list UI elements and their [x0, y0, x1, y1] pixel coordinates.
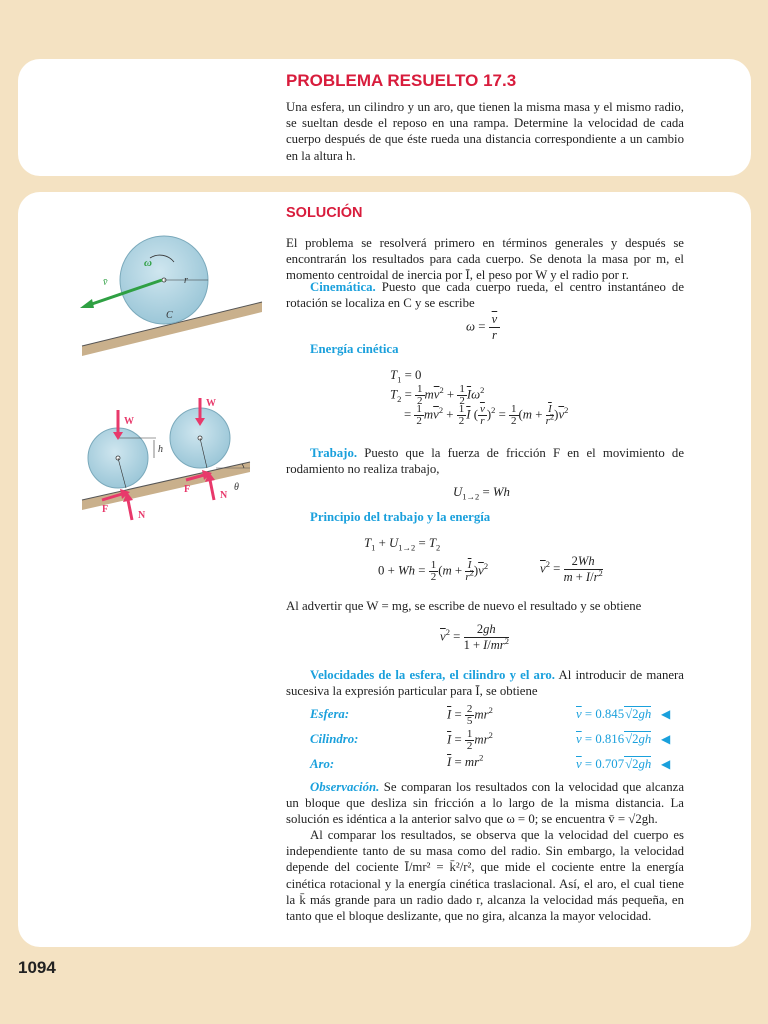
- r-label: r: [184, 275, 188, 286]
- result-marker-icon: ◀: [660, 732, 671, 746]
- omega-label: ω: [144, 257, 152, 269]
- kinematics-paragraph: [286, 279, 684, 311]
- forces-figure: [76, 388, 256, 528]
- velocity-arrowhead-icon: [80, 299, 94, 308]
- result-body: Esfera:: [310, 707, 350, 721]
- kinematics-label: Cinemática.: [310, 280, 376, 294]
- eq-work: $U_{1\to 2} = Wh$: [453, 485, 510, 502]
- normal-arrow-upper: [210, 480, 214, 500]
- result-inertia: $\overline{I}$ = $\frac{1}{2}$ $mr^2$: [447, 728, 493, 752]
- eq-vsq-final: $\overline{v}^2$ = $\frac{2gh}{1 + \overline{I}/mr^2}$: [440, 622, 509, 652]
- observation-text: Se comparan los resultados con la velocidad que alcanza un bloque que desliza sin fricción a lo largo de la misma distancia. La solución es idéntica a la anterior salvo que ω = 0; se encuentra v̄ = √2gh.: [286, 780, 684, 827]
- theta-label: θ: [234, 482, 239, 493]
- eq-omega: ω = $\frac{\overline{v}}{r}$: [466, 312, 500, 343]
- eq-t2-expanded: = $\frac{1}{2}$ $m\overline{v}^2$ + $\frac{1}{2}$ $\overline{I}$ ( $\frac{\overline{v}}{r}$ )$^2$ = $\frac{1}{2}$ (m + $\frac{\overline{I}}{r^2}$ )$\overline{v}^2$: [404, 403, 569, 427]
- kinematics-text: Puesto que cada cuerpo rueda, el centro instantáneo de rotación se localiza en C y se escribe: [286, 280, 685, 311]
- solution-title: SOLUCIÓN: [286, 205, 363, 221]
- eq-vsq: $\overline{v}^2$ = $\frac{2Wh}{m + \overline{I}/r^2}$: [540, 554, 603, 584]
- w-label-lower: W: [124, 416, 134, 427]
- page-number: 1094: [18, 958, 56, 977]
- work-label: Trabajo.: [310, 446, 358, 460]
- velocities-label: Velocidades de la esfera, el cilindro y el aro.: [310, 668, 555, 682]
- work-text: Puesto que la fuerza de fricción F en el movimiento de rodamiento no realiza trabajo,: [286, 446, 684, 477]
- eq-principle-sub: 0 + Wh = $\frac{1}{2}$ (m + $\frac{\overline{I}}{r^2}$ )$\overline{v}^2$: [378, 559, 489, 583]
- solution-intro: El problema se resolverá primero en términos generales y después se encontrarán los resultados para cada cuerpo. Se denota la masa por m, el momento centroidal de inercia por Ī, el peso por W y el radio por r.: [286, 236, 684, 283]
- result-inertia: $\overline{I}$ = $\frac{2}{5}$ $mr^2$: [447, 703, 493, 727]
- conclusion-paragraph: Al comparar los resultados, se observa que la velocidad del cuerpo es independiente tanto de su masa como del radio. Sin embargo, la velocidad depende del cociente Ī/mr² = k̄²/r², que mide el cociente entre la energía cinética rotacional y la energía cinética traslacional. Así, el aro, el cual tiene la k̄ más grande para un radio dado r, alcanza la velocidad más pequeña, en tanto que el bloque deslizante, que no gira, alcanza la mayor velocidad.: [286, 828, 684, 924]
- result-velocity: $\overline{v} = 0.816√2gh$ ◀: [576, 732, 671, 746]
- velocities-text: Al introducir de manera sucesiva la expresión particular para Ī, se obtiene: [286, 668, 684, 699]
- result-marker-icon: ◀: [660, 707, 671, 721]
- eq-t1: $T_1 = 0$: [390, 368, 422, 385]
- result-inertia: $\overline{I} = mr^2$: [447, 752, 484, 769]
- result-body: Cilindro:: [310, 732, 359, 746]
- h-label: h: [158, 444, 163, 455]
- normal-arrow-lower: [128, 500, 132, 520]
- velocity-coef: 0.845: [595, 707, 625, 721]
- eq-t2: $T_2$ = $\frac{1}{2}$ $m\overline{v}^2$ + $\frac{1}{2}$ $\overline{I}\omega^2$: [390, 383, 485, 407]
- f-label-upper: F: [184, 484, 191, 495]
- result-marker-icon: ◀: [660, 757, 671, 771]
- result-velocity: $\overline{v} = 0.707√2gh$ ◀: [576, 757, 671, 771]
- observation-label: Observación.: [310, 780, 380, 794]
- velocities-paragraph: [286, 667, 684, 699]
- work-paragraph: [286, 445, 684, 477]
- velocity-coef: 0.707: [595, 757, 625, 771]
- observation-paragraph: [286, 779, 684, 828]
- eq-principle: $T_1 + U_{1\to 2} = T_2$: [364, 536, 441, 553]
- n-label-lower: N: [138, 510, 146, 521]
- rolling-wheel-figure: [70, 228, 270, 358]
- n-label-upper: N: [220, 490, 228, 501]
- c-label: C: [166, 310, 173, 321]
- problem-title: PROBLEMA RESUELTO 17.3: [286, 71, 517, 90]
- v-label: v̄: [103, 277, 108, 288]
- result-body: Aro:: [310, 757, 335, 771]
- note-paragraph: Al advertir que W = mg, se escribe de nuevo el resultado y se obtiene: [286, 599, 642, 613]
- f-label-lower: F: [102, 504, 109, 515]
- result-velocity: $\overline{v} = 0.845√2gh$ ◀: [576, 707, 671, 721]
- energy-label: Energía cinética: [310, 342, 399, 356]
- problem-statement: Una esfera, un cilindro y un aro, que tienen la misma masa y el mismo radio, se sueltan desde el reposo en una rampa. Determine la velocidad de cada cuerpo después de que éste rueda una distancia correspondiente a un cambio en la altura h.: [286, 100, 684, 163]
- principle-label: Principio del trabajo y la energía: [310, 510, 491, 524]
- velocity-coef: 0.816: [595, 732, 625, 746]
- w-label-upper: W: [206, 398, 216, 409]
